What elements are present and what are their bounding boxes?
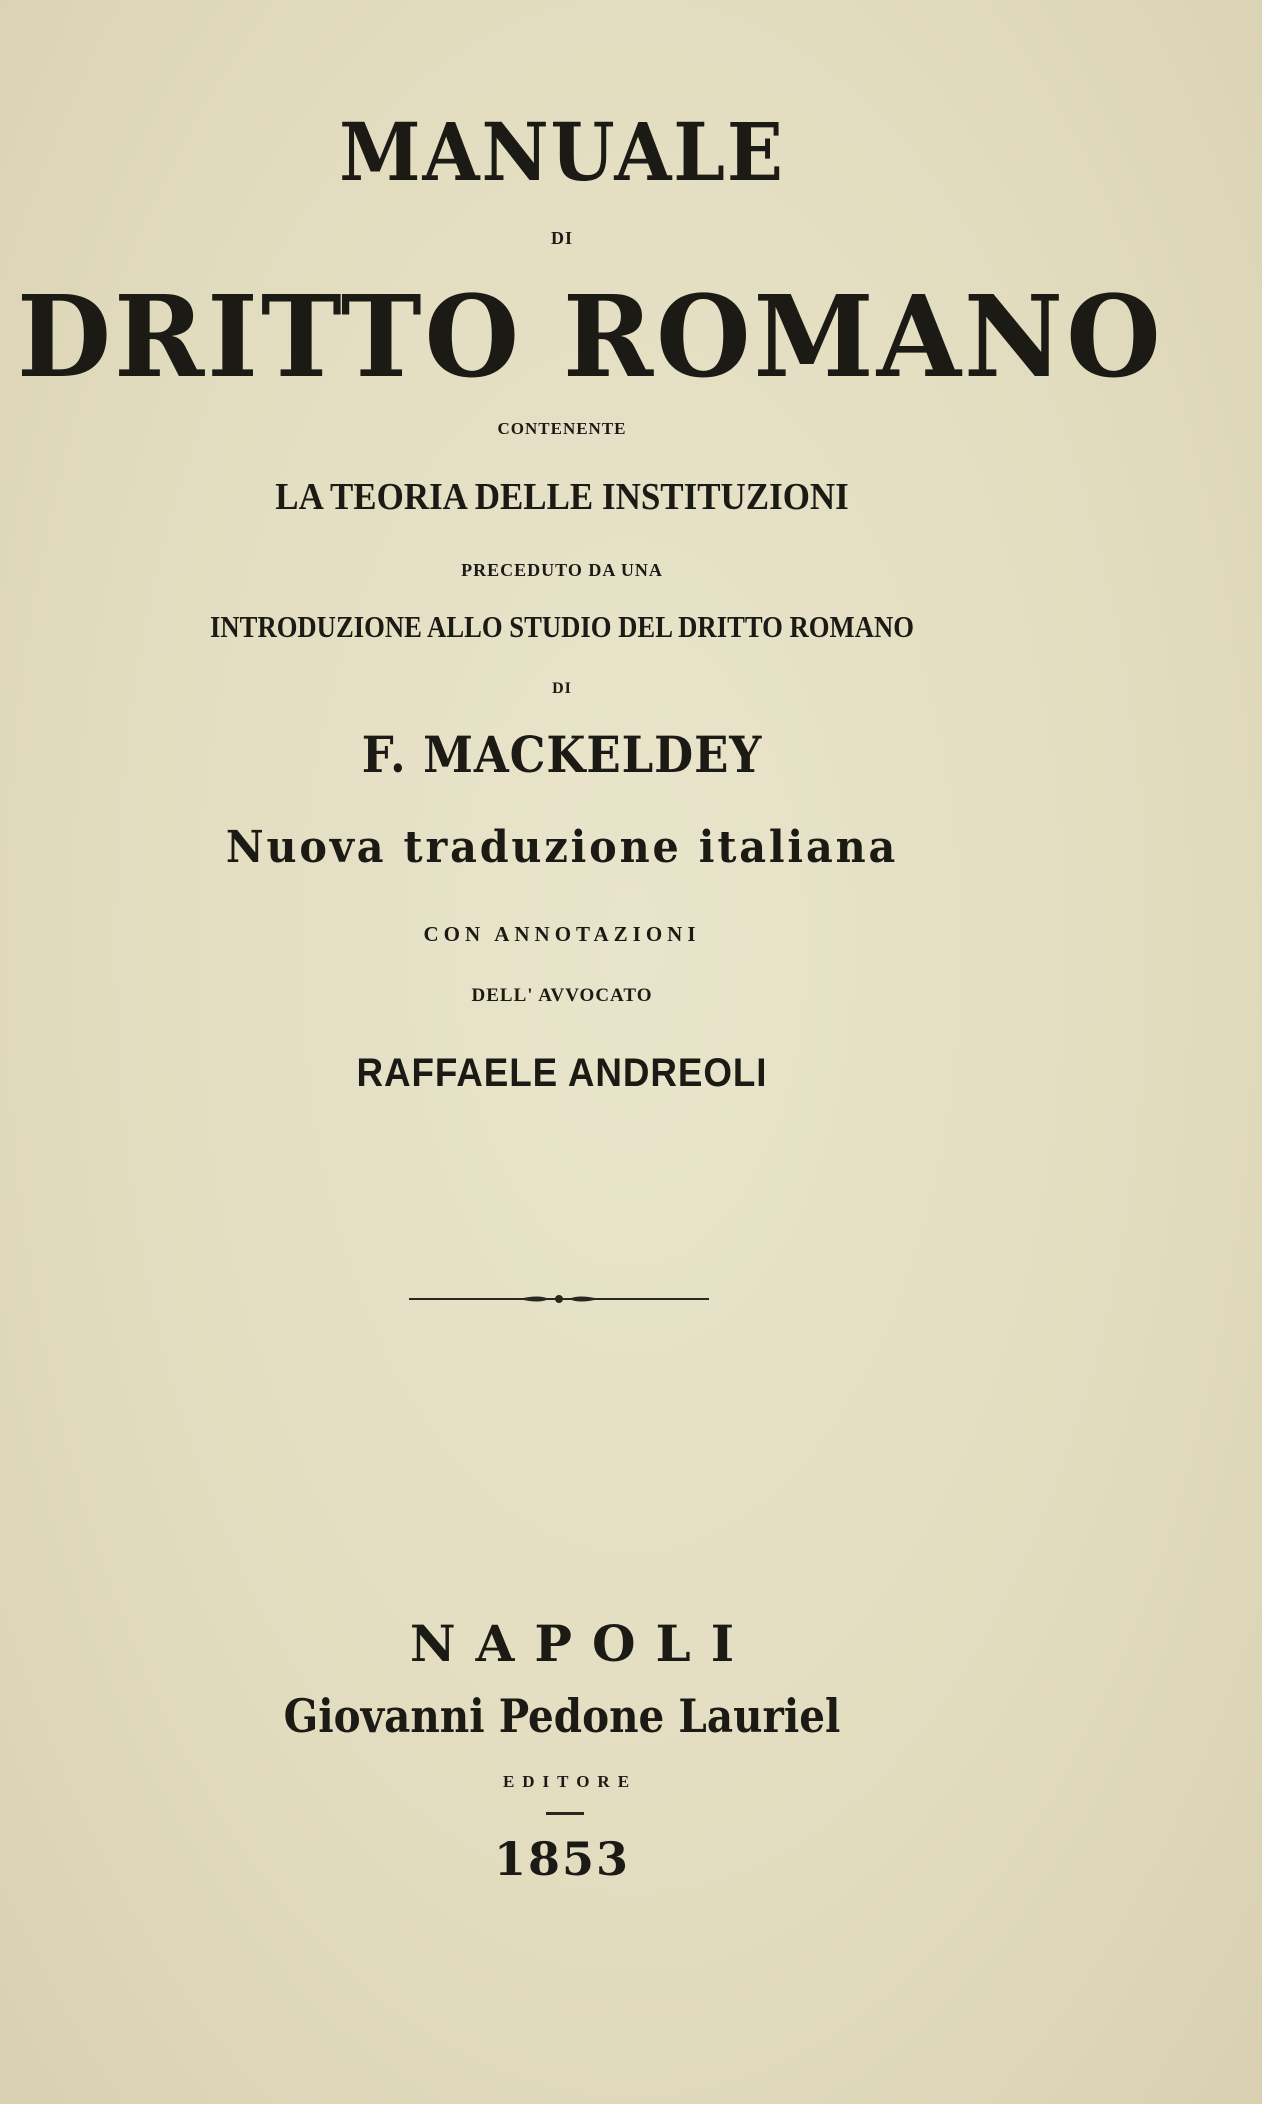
annotazioni: CON ANNOTAZIONI (423, 922, 701, 946)
city: NAPOLI (409, 1614, 755, 1673)
subtitle-teoria: LA TEORIA DELLE INSTITUZIONI (275, 476, 849, 518)
contenente: CONTENENTE (497, 419, 627, 438)
preceduto: PRECEDUTO DA UNA (461, 560, 663, 580)
di-2: DI (552, 680, 572, 697)
ornament-divider (409, 1292, 709, 1306)
year: 1853 (493, 1832, 631, 1886)
title-manuale: MANUALE (339, 105, 785, 199)
introduzione: INTRODUZIONE ALLO STUDIO DEL DRITTO ROMANO (210, 609, 914, 644)
translation: Nuova traduzione italiana (225, 822, 899, 873)
divider-dash (546, 1812, 584, 1815)
editore: EDITORE (502, 1772, 638, 1791)
title-dritto-romano: DRITTO ROMANO (16, 272, 1164, 403)
avvocato: DELL' AVVOCATO (471, 985, 653, 1006)
annotator: RAFFAELE ANDREOLI (356, 1051, 768, 1095)
di-1: DI (550, 228, 573, 248)
author: F. MACKELDEY (361, 725, 763, 784)
publisher: Giovanni Pedone Lauriel (283, 1689, 841, 1743)
